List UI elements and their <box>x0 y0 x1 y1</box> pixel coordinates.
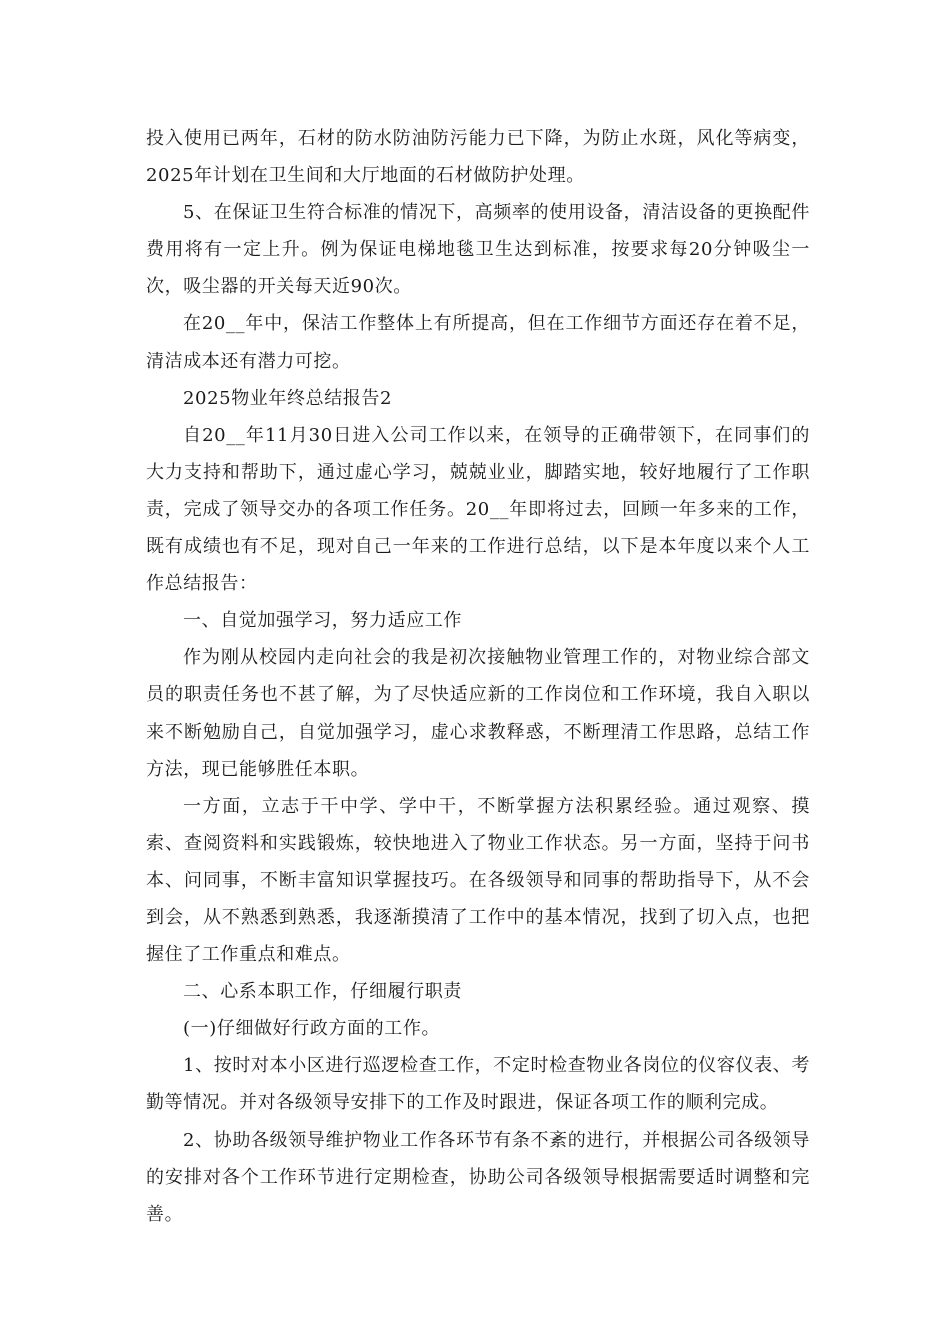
heading-duties: 二、心系本职工作，仔细履行职责 <box>183 981 462 1003</box>
subheading-admin-work: (一)仔细做好行政方面的工作。 <box>183 1018 441 1040</box>
heading-study: 一、自觉加强学习，努力适应工作 <box>183 610 462 632</box>
document-body <box>146 120 810 1233</box>
paragraph-study: 作为刚从校园内走向社会的我是初次接触物业管理工作的，对物业综合部文员的职责任务也不甚了解，为了尽快适应新的工作岗位和工作环境，我自入职以来不断勉励自己，自觉加强学习，虚心求教释惑，不断理清工作思路，总结工作方法，现已能够胜任本职。 <box>146 647 810 780</box>
paragraph-cleaning-summary: 在20__年中，保洁工作整体上有所提高，但在工作细节方面还存在着不足，清洁成本还有潜力可挖。 <box>146 313 810 372</box>
paragraph-cleaning-equipment: 5、在保证卫生符合标准的情况下，高频率的使用设备，清洁设备的更换配件费用将有一定上升。例为保证电梯地毯卫生达到标准，按要求每20分钟吸尘一次，吸尘器的开关每天近90次。 <box>146 202 810 298</box>
paragraph-learning: 一方面，立志于干中学、学中干，不断掌握方法积累经验。通过观察、摸索、查阅资料和实践锻炼，较快地进入了物业工作状态。另一方面，坚持于问书本、问同事，不断丰富知识掌握技巧。在各级领导和同事的帮助指导下，从不会到会，从不熟悉到熟悉，我逐渐摸清了工作中的基本情况，找到了切入点，也把握住了工作重点和难点。 <box>146 795 810 966</box>
section-title-report-2: 2025物业年终总结报告2 <box>183 387 393 409</box>
paragraph-assist-leaders: 2、协助各级领导维护物业工作各环节有条不紊的进行，并根据公司各级领导的安排对各个工作环节进行定期检查，协助公司各级领导根据需要适时调整和完善。 <box>146 1129 810 1225</box>
paragraph-stone-protection: 投入使用已两年，石材的防水防油防污能力已下降，为防止水斑，风化等病变，2025年计划在卫生间和大厅地面的石材做防护处理。 <box>146 128 810 187</box>
paragraph-intro: 自20__年11月30日进入公司工作以来，在领导的正确带领下，在同事们的大力支持和帮助下，通过虚心学习，兢兢业业，脚踏实地，较好地履行了工作职责，完成了领导交办的各项工作任务。20__年即将过去，回顾一年多来的工作，既有成绩也有不足，现对自己一年来的工作进行总结，以下是本年度以来个人工作总结报告： <box>146 424 810 595</box>
paragraph-patrol: 1、按时对本小区进行巡逻检查工作，不定时检查物业各岗位的仪容仪表、考勤等情况。并对各级领导安排下的工作及时跟进，保证各项工作的顺利完成。 <box>146 1055 810 1114</box>
